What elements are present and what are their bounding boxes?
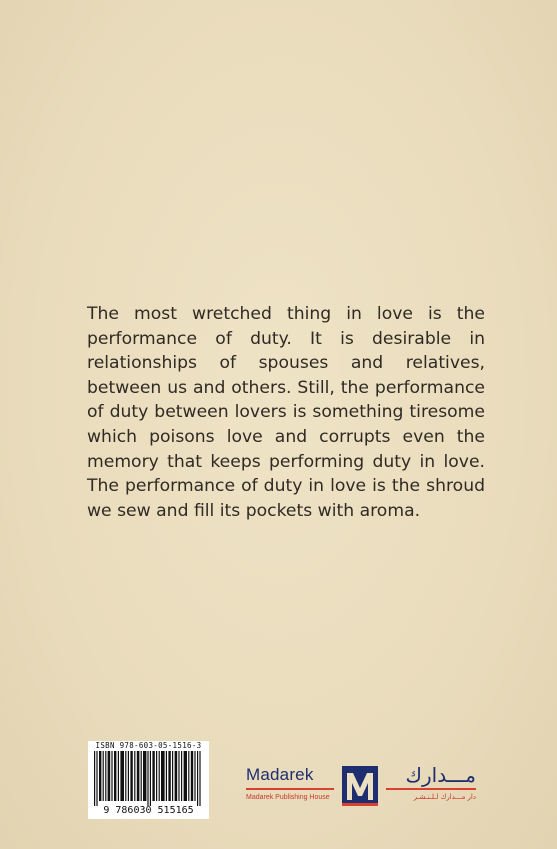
publisher-rule-right xyxy=(386,788,476,790)
publisher-arabic-name: مـــدارك xyxy=(405,763,476,787)
barcode-bars xyxy=(94,751,204,806)
isbn-digits: 9 786030 515165 xyxy=(103,805,194,816)
publisher-rule-left xyxy=(246,788,334,790)
publisher-subtitle: Madarek Publishing House xyxy=(246,794,330,801)
madarek-m-logo-icon xyxy=(342,766,378,806)
publisher-name: Madarek xyxy=(246,765,314,784)
blurb-text: The most wretched thing in love is the performance of duty. It is desirable in relationships of spouses and relatives, between us and others. Still, the performance of duty between lovers is something tiresome which poisons love and corrupts even the memory that keeps performing duty in love. The performance of duty in love is the shroud we sew and fill its pockets with aroma. xyxy=(87,304,485,521)
publisher-arabic-subtitle: دار مـــدارك لـلـنـشـر xyxy=(413,793,476,801)
publisher-logo xyxy=(246,765,476,815)
isbn-label: ISBN 978-603-05-1516-3 xyxy=(95,741,202,750)
isbn-barcode xyxy=(88,741,209,819)
